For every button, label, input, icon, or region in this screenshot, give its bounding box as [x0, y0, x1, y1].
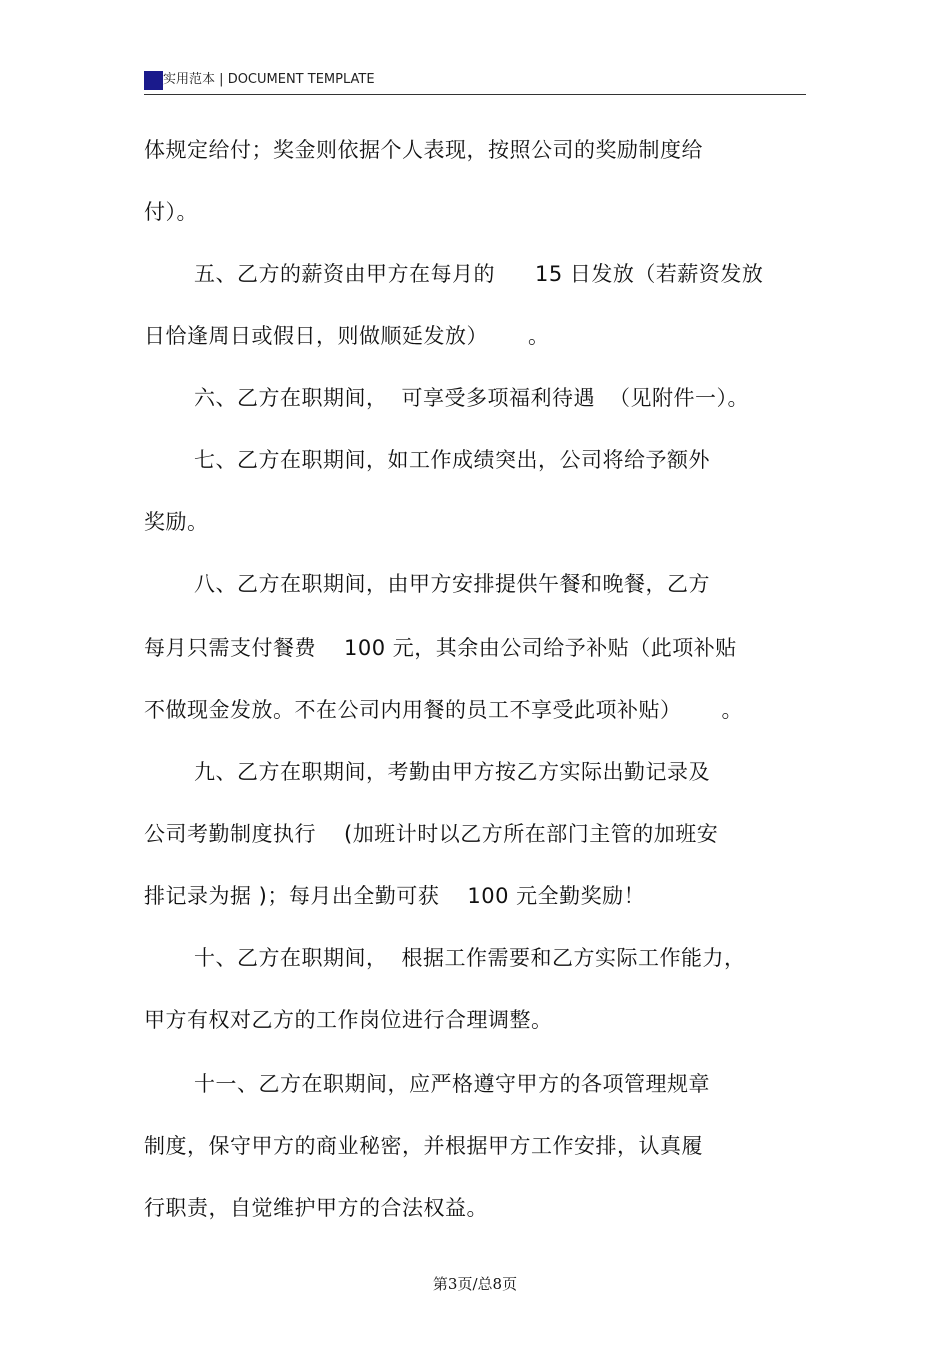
text-segment: 五、乙方的薪资由甲方在每月的 [194, 262, 495, 286]
logo-square-icon [144, 71, 163, 90]
text-line [194, 384, 749, 412]
text-line [144, 882, 645, 910]
header-label-en: DOCUMENT TEMPLATE [227, 72, 375, 87]
text-segment: 不做现金发放。不在公司内用餐的员工不享受此项补贴） [144, 698, 682, 722]
page-number: 第3页/总8页 [432, 1275, 518, 1293]
text-segment: 六、乙方在职期间， [194, 386, 388, 410]
text-line [144, 696, 743, 724]
document-header [144, 68, 806, 95]
text-line: 甲方有权对乙方的工作岗位进行合理调整。 [144, 1008, 553, 1032]
text-line: 体规定给付；奖金则依据个人表现，按照公司的奖励制度给 [144, 138, 703, 162]
text-line [144, 634, 737, 662]
text-line: 九、乙方在职期间，考勤由甲方按乙方实际出勤记录及 [194, 760, 710, 784]
text-segment: （见附件一）。 [609, 386, 749, 410]
text-segment: 日恰逢周日或假日，则做顺延发放） [144, 324, 488, 348]
header-separator: | [219, 72, 224, 87]
text-segment: 100 元，其余由公司给予补贴（此项补贴 [344, 636, 737, 660]
text-line: 奖励。 [144, 510, 209, 534]
text-segment: (加班计时以乙方所在部门主管的加班安 [344, 822, 719, 846]
text-line [194, 944, 746, 972]
text-segment: 排记录为据 )；每月出全勤可获 [144, 884, 440, 908]
text-segment: 。 [721, 698, 743, 722]
header-label-cn: 实用范本 [163, 72, 216, 87]
header-title [163, 72, 375, 88]
text-line: 付）。 [144, 200, 198, 224]
text-segment: 100 元全勤奖励！ [467, 884, 646, 908]
text-segment: 十、乙方在职期间， [194, 946, 388, 970]
text-line [194, 260, 763, 288]
text-line [144, 820, 718, 848]
text-segment: 15 日发放（若薪资发放 [535, 262, 764, 286]
text-segment: 可享受多项福利待遇 [401, 386, 595, 410]
text-line [144, 322, 550, 350]
text-segment: 公司考勤制度执行 [144, 822, 316, 846]
text-line: 十一、乙方在职期间，应严格遵守甲方的各项管理规章 [194, 1072, 710, 1096]
text-segment: 根据工作需要和乙方实际工作能力， [401, 946, 746, 970]
text-segment: 。 [528, 324, 550, 348]
text-line: 制度，保守甲方的商业秘密，并根据甲方工作安排，认真履 [144, 1134, 703, 1158]
text-line: 七、乙方在职期间，如工作成绩突出，公司将给予额外 [194, 448, 710, 472]
text-line: 八、乙方在职期间，由甲方安排提供午餐和晚餐，乙方 [194, 572, 710, 596]
text-segment: 每月只需支付餐费 [144, 636, 316, 660]
text-line: 行职责，自觉维护甲方的合法权益。 [144, 1196, 488, 1220]
